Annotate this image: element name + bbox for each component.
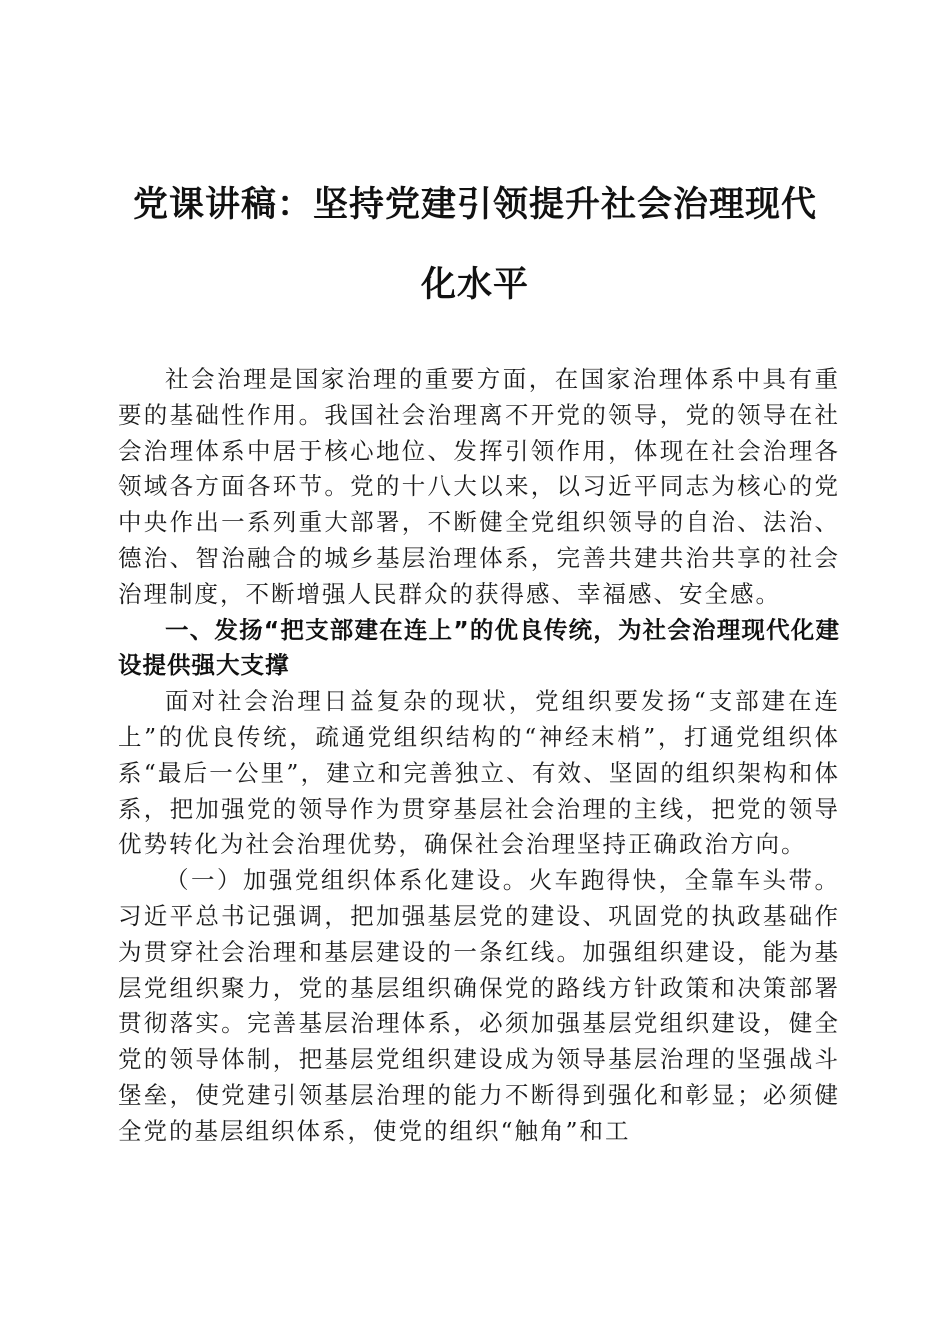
intro-paragraph: 社会治理是国家治理的重要方面，在国家治理体系中具有重要的基础性作用。我国社会治理离不开党的领导，党的领导在社会治理体系中居于核心地位、发挥引领作用，体现在社会治理各领域各方面各环节。党的十八大以来，以习近平同志为核心的党中央作出一系列重大部署，不断健全党组织领导的自治、法治、德治、智治融合的城乡基层治理体系，完善共建共治共享的社会治理制度，不断增强人民群众的获得感、幸福感、安全感。 bbox=[118, 365, 840, 608]
document-title: 党课讲稿：坚持党建引领提升社会治理现代化水平 bbox=[132, 185, 817, 305]
subsection-1-paragraph bbox=[118, 863, 840, 1149]
document-body bbox=[118, 362, 840, 1150]
subsection-1-text: 火车跑得快，全靠车头带。习近平总书记强调，把加强基层党的建设、巩固党的执政基础作为贯穿社会治理和基层建设的一条红线。加强组织建设，能为基层党组织聚力，党的基层组织确保党的路线方针政策和决策部署贯彻落实。完善基层治理体系，必须加强基层党组织建设，健全党的领导体制，把基层党组织建设成为领导基层治理的坚强战斗堡垒，使党建引领基层治理的能力不断得到强化和彰显；必须健全党的基层组织体系，使党的组织“触角”和工 bbox=[118, 866, 841, 1145]
section-1-paragraph: 面对社会治理日益复杂的现状，党组织要发扬“支部建在连上”的优良传统，疏通党组织结构的“神经末梢”，打通党组织体系“最后一公里”，建立和完善独立、有效、坚固的组织架构和体系，把加强党的领导作为贯穿基层社会治理的主线，把党的领导优势转化为社会治理优势，确保社会治理坚持正确政治方向。 bbox=[118, 687, 840, 859]
section-1-heading: 一、发扬“把支部建在连上”的优良传统，为社会治理现代化建设提供强大支撑 bbox=[118, 615, 840, 680]
subsection-1-lead: （一）加强党组织体系化建设。 bbox=[165, 866, 529, 895]
